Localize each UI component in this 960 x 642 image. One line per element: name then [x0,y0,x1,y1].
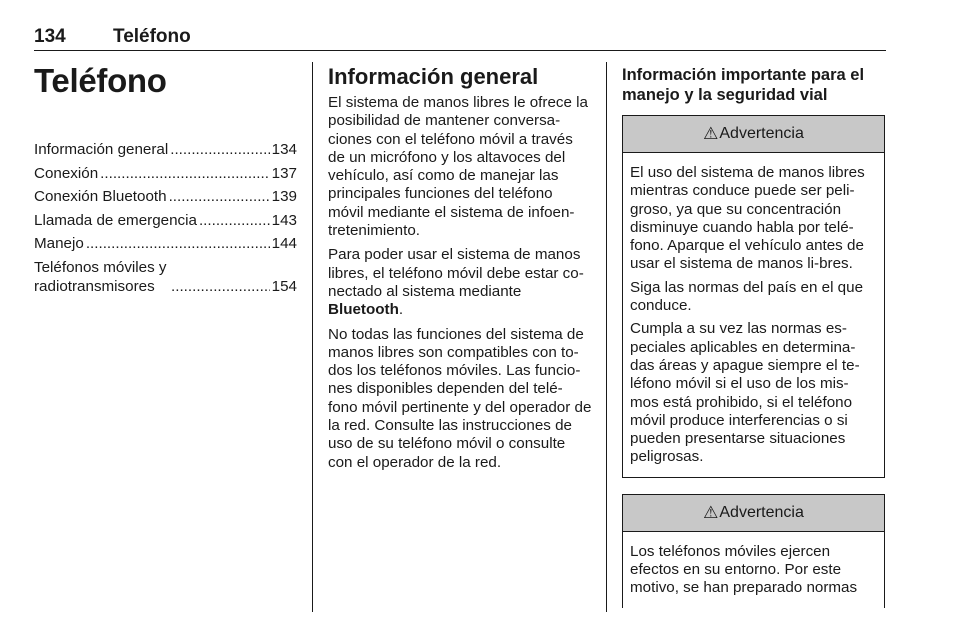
column-divider-right [606,62,607,612]
toc-entry[interactable] [34,258,297,297]
toc-page: 144 [271,235,297,252]
subsection-title: Información importante para el manejo y la seguridad vial [622,66,865,104]
header-rule [34,50,886,51]
warning-paragraph: Siga las normas del país en el que conduce. [630,278,864,315]
warning-box [622,115,885,478]
paragraph-end: . [398,301,404,319]
toc-label: Teléfonos móviles y radiotransmisores [34,258,167,295]
warning-body [623,532,884,608]
toc-page: 139 [271,188,297,205]
toc-page: 143 [271,211,297,229]
toc-entry[interactable] [34,140,297,160]
warning-triangle-icon: ⚠ [703,502,719,522]
toc-label: Conexión [34,164,99,182]
toc-leader [86,234,270,254]
body-paragraph [328,246,592,319]
page-header [34,26,886,48]
body-paragraph: No todas las funciones del sistema de manos libres son compatibles con to-dos los teléfonos móviles. Las funcio-nes disponibles dependen del telé-fono móvil pertinente y del operador de la red. Consulte las instrucciones de uso de su teléfono móvil o consulte con el operador de la red. [328,325,592,471]
warning-box [622,494,885,608]
toc-page: 134 [271,141,297,158]
toc-entry[interactable] [34,187,297,207]
warning-paragraph: El uso del sistema de manos libres mientras conduce puede ser peli-groso, ya que su concentración disminuye cuando habla por telé-fono. Aparque el vehículo antes de usar el sistema de manos li-bres. [630,164,865,273]
toc-page: 154 [271,278,297,295]
toc-leader [171,277,270,297]
toc-leader [170,140,269,160]
toc-entry[interactable] [34,234,297,254]
bluetooth-term: Bluetooth [328,301,399,319]
chapter-column [34,62,297,301]
toc-leader [199,211,270,231]
warning-triangle-icon: ⚠ [703,124,719,143]
page-number: 134 [34,26,66,47]
toc-leader [169,187,270,207]
toc-label: Llamada de emergencia [34,211,197,229]
toc-label: Conexión Bluetooth [34,188,167,205]
table-of-contents [34,140,297,297]
section-title: Información general [328,64,539,89]
column-divider-left [312,62,313,612]
safety-column [622,66,885,618]
chapter-title: Teléfono [34,62,167,99]
warning-header [623,495,884,532]
warning-paragraph: Los teléfonos móviles ejercen efectos en su entorno. Por este motivo, se han preparado normas [630,542,858,597]
toc-label: Manejo [34,235,84,252]
warning-paragraph: Cumpla a su vez las normas es-peciales aplicables en determina-das áreas y apague siempre el te-léfono móvil si el uso de los mis-mos está prohibido, si el teléfono móvil produce interferencias o si pueden presentarse situaciones peligrosas. [630,320,860,466]
warning-heading: Advertencia [719,125,804,142]
running-title: Teléfono [113,26,191,47]
toc-entry[interactable] [34,164,297,184]
general-info-column [328,64,592,478]
toc-leader [100,164,269,184]
toc-entry[interactable] [34,211,297,231]
warning-body [623,153,884,477]
toc-label: Información general [34,141,169,158]
toc-page: 137 [271,164,297,182]
body-paragraph: El sistema de manos libres le ofrece la posibilidad de mantener conversa-ciones con el teléfono móvil a través de un micrófono y los altavoces del vehículo, así como de manejar las principales funciones del teléfono móvil mediante el sistema de infoen-tretenimiento. [328,94,588,240]
warning-header [623,116,884,153]
paragraph-text: Para poder usar el sistema de manos libres, el teléfono móvil debe estar co-nectado al sistema mediante [328,246,584,300]
warning-heading: Advertencia [719,503,804,521]
